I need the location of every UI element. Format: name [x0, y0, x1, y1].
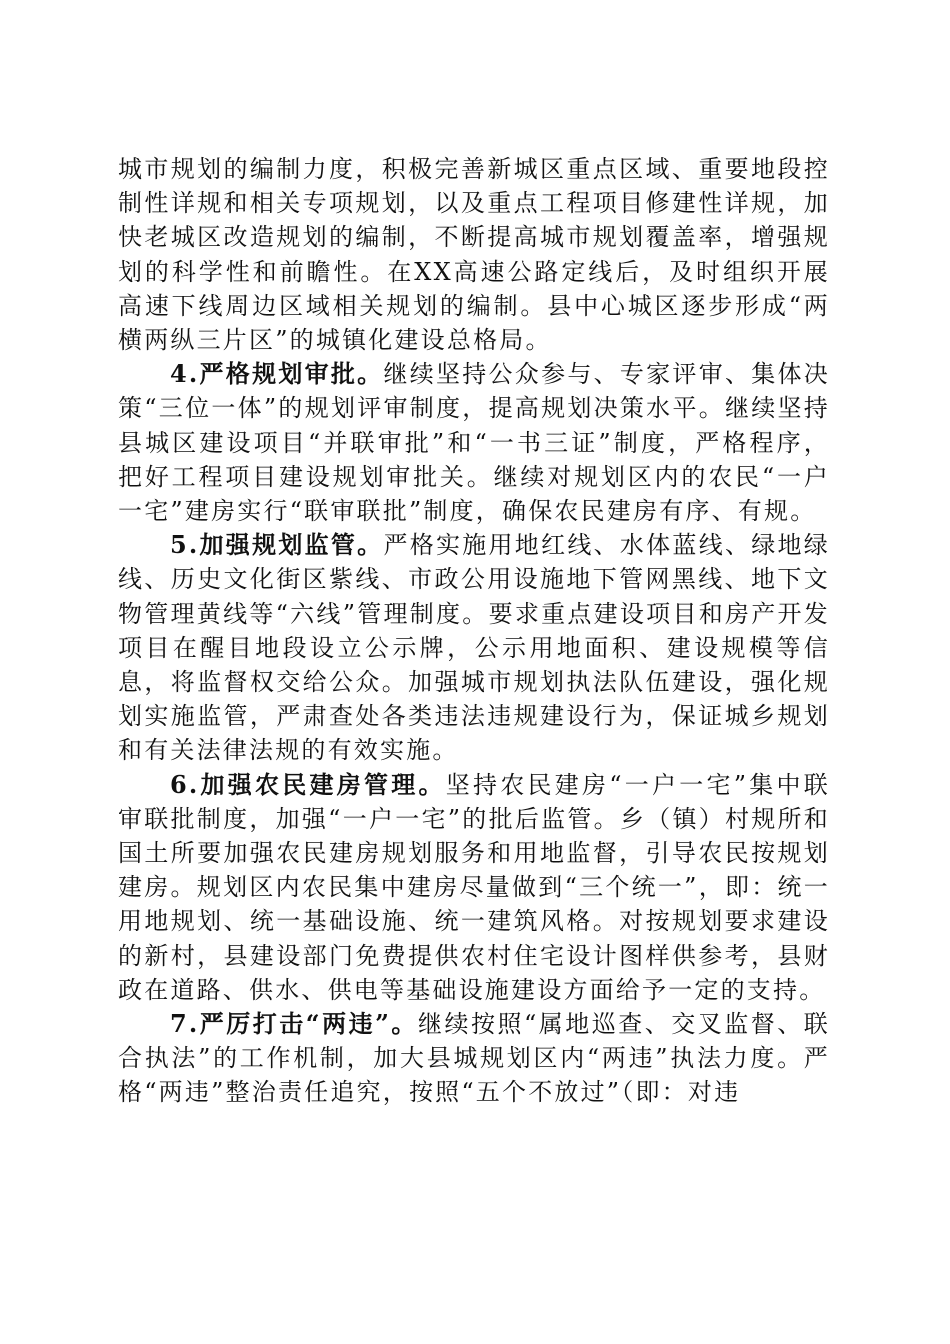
paragraph-heading: 6.加强农民建房管理。 — [170, 769, 446, 799]
paragraph-body: 继续按照“属地巡查、交叉监督、联合执法”的工作机制，加大县城规划区内“两违”执法力度。严格“两违”整治责任追究，按照“五个不放过”（即：对违 — [118, 1010, 830, 1107]
paragraph-continuation — [118, 152, 830, 357]
paragraph-heading: 4.严格规划审批。 — [170, 359, 384, 389]
paragraph-item-4 — [118, 357, 830, 528]
document-page — [118, 152, 830, 1110]
paragraph-body: 继续坚持公众参与、专家评审、集体决策“三位一体”的规划评审制度，提高规划决策水平。继续坚持县城区建设项目“并联审批”和“一书三证”制度，严格程序，把好工程项目建设规划审批关。继续对规划区内的农民“一户一宅”建房实行“联审联批”制度，确保农民建房有序、有规。 — [118, 360, 830, 526]
paragraph-body: 坚持农民建房“一户一宅”集中联审联批制度，加强“一户一宅”的批后监管。乡（镇）村规所和国土所要加强农民建房规划服务和用地监督，引导农民按规划建房。规划区内农民集中建房尽量做到“三个统一”，即：统一用地规划、统一基础设施、统一建筑风格。对按规划要求建设的新村，县建设部门免费提供农村住宅设计图样供参考，县财政在道路、供水、供电等基础设施建设方面给予一定的支持。 — [118, 770, 830, 1004]
paragraph-item-5 — [118, 528, 830, 767]
paragraph-item-6 — [118, 768, 830, 1007]
paragraph-body: 城市规划的编制力度，积极完善新城区重点区域、重要地段控制性详规和相关专项规划，以及重点工程项目修建性详规，加快老城区改造规划的编制，不断提高城市规划覆盖率，增强规划的科学性和前瞻性。在XX高速公路定线后，及时组织开展高速下线周边区域相关规划的编制。县中心城区逐步形成“两横两纵三片区”的城镇化建设总格局。 — [118, 155, 830, 355]
paragraph-body: 严格实施用地红线、水体蓝线、绿地绿线、历史文化街区紫线、市政公用设施地下管网黑线、地下文物管理黄线等“六线”管理制度。要求重点建设项目和房产开发项目在醒目地段设立公示牌，公示用地面积、建设规模等信息，将监督权交给公众。加强城市规划执法队伍建设，强化规划实施监管，严肃查处各类违法违规建设行为，保证城乡规划和有关法律法规的有效实施。 — [118, 531, 830, 765]
paragraph-item-7 — [118, 1007, 830, 1110]
paragraph-heading: 5.加强规划监管。 — [170, 530, 384, 560]
paragraph-heading: 7.严厉打击“两违”。 — [170, 1009, 418, 1039]
